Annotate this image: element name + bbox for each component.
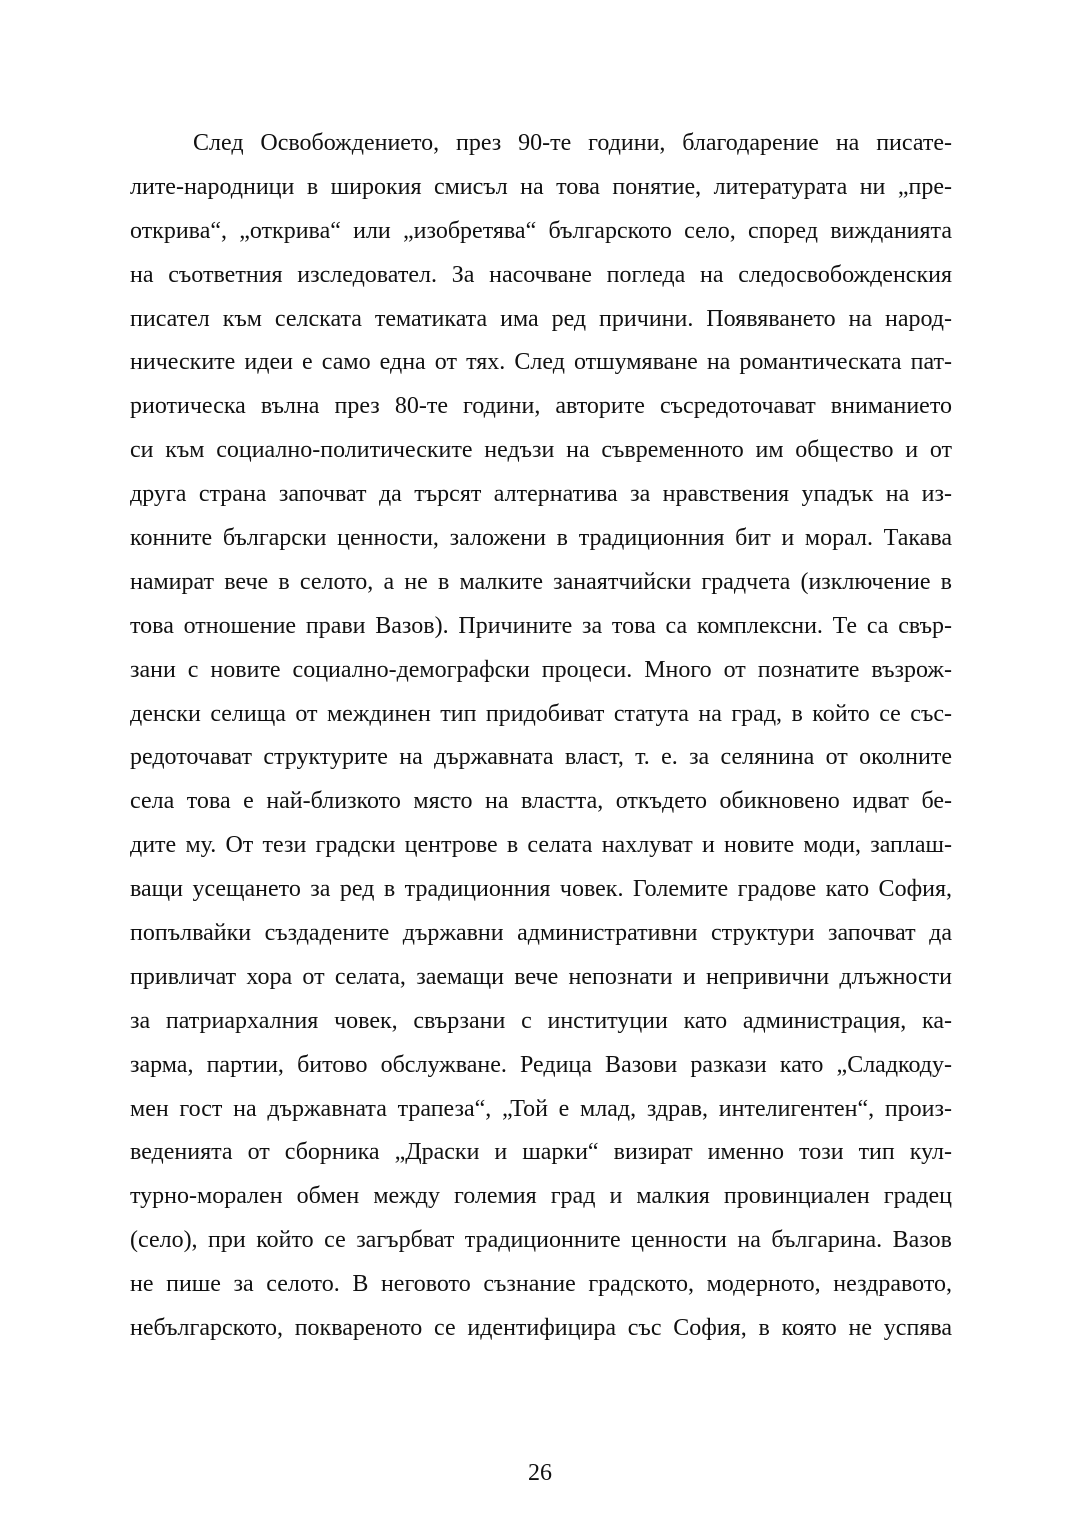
text-line: редоточават структурите на държавната власт, т. е. за селянина от околните [130, 744, 952, 771]
text-line: веденията от сборника „Драски и шарки“ визират именно този тип кул- [130, 1139, 952, 1166]
text-line: риотическа вълна през 80-те години, авторите съсредоточават вниманието [130, 393, 952, 420]
text-line: писател към селската тематиката има ред причини. Появяването на народ- [130, 305, 952, 332]
text-line: дите му. От тези градски центрове в селата нахлуват и новите моди, заплаш- [130, 832, 952, 859]
text-line: това отношение прави Вазов). Причините за това са комплексни. Те са свър- [130, 612, 952, 639]
body-paragraph [130, 122, 952, 1351]
text-line: турно-морален обмен между големия град и малкия провинциален градец [130, 1183, 952, 1210]
text-line: ническите идеи е само една от тях. След отшумяване на романтическата пат- [130, 349, 952, 376]
text-line: конните български ценности, заложени в традиционния бит и морал. Такава [130, 525, 952, 552]
text-line: друга страна започват да търсят алтернатива за нравствения упадък на из- [130, 481, 952, 508]
text-line: ващи усещането за ред в традиционния човек. Големите градове като София, [130, 876, 952, 903]
text-line: на съответния изследовател. За насочване погледа на следосвобожденския [130, 261, 952, 288]
page-number: 26 [528, 1460, 552, 1486]
text-line: небългарското, поквареното се идентифицира със София, в която не успява [130, 1315, 952, 1342]
text-line: (село), при който се загърбват традиционните ценности на българина. Вазов [130, 1227, 952, 1254]
text-line: си към социално-политическите недъзи на съвременното им общество и от [130, 437, 952, 464]
text-line: не пише за селото. В неговото съзнание градското, модерното, нездравото, [130, 1271, 952, 1298]
text-line: за патриархалния човек, свързани с институции като администрация, ка- [130, 1007, 952, 1034]
text-line: мен гост на държавната трапеза“, „Той е млад, здрав, интелигентен“, произ- [130, 1095, 952, 1122]
text-line: зарма, партии, битово обслужване. Редица Вазови разкази като „Сладкоду- [130, 1051, 952, 1078]
text-line: зани с новите социално-демографски процеси. Много от познатите възрож- [130, 656, 952, 683]
text-line: лите-народници в широкия смисъл на това понятие, литературата ни „пре- [130, 173, 952, 200]
text-line: намират вече в селото, а не в малките занаятчийски градчета (изключение в [130, 568, 952, 595]
text-line: привличат хора от селата, заемащи вече непознати и непривични длъжности [130, 963, 952, 990]
text-line: След Освобождението, през 90-те години, благодарение на писате- [193, 130, 952, 156]
text-line: села това е най-близкото място на властта, откъдето обикновено идват бе- [130, 788, 952, 815]
text-line: попълвайки създадените държавни административни структури започват да [130, 920, 952, 947]
text-line: открива“, „открива“ или „изобретява“ българското село, според вижданията [130, 217, 952, 244]
text-line: денски селища от междинен тип придобиват статута на град, в който се със- [130, 700, 952, 727]
